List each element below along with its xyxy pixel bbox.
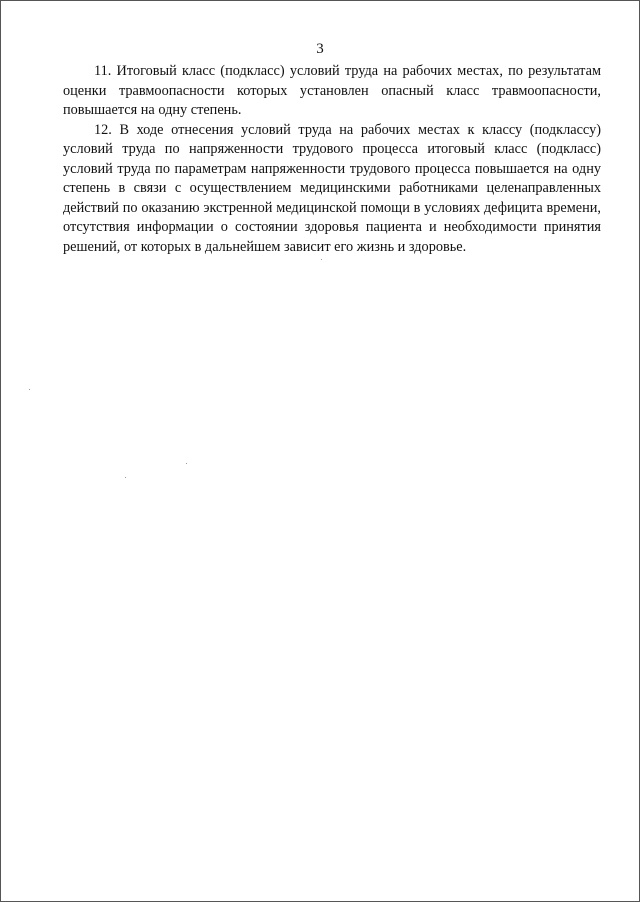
scan-speck — [125, 477, 126, 478]
paragraph-11: 11. Итоговый класс (подкласс) условий труда на рабочих местах, по результатам оценки травмоопасности которых установлен опасный класс травмоопасности, повышается на одну степень. — [63, 63, 601, 118]
scan-speck — [186, 463, 187, 464]
page-number: 3 — [316, 41, 324, 57]
scan-speck — [29, 389, 30, 390]
paragraph-12: 12. В ходе отнесения условий труда на рабочих местах к классу (подклассу) условий труда по напряженности трудового процесса итоговый класс (подкласс) условий труда по параметрам напряженности трудового процесса повышается на одну степень в связи с осуществлением медицинскими работниками целенаправленных действий по оказанию экстренной медицинской помощи в условиях дефицита времени, отсутствия информации о состоянии здоровья пациента и необходимости принятия решений, от которых в дальнейшем зависит его жизнь и здоровье. — [63, 121, 601, 255]
document-body — [63, 62, 601, 257]
scan-speck — [321, 259, 322, 260]
